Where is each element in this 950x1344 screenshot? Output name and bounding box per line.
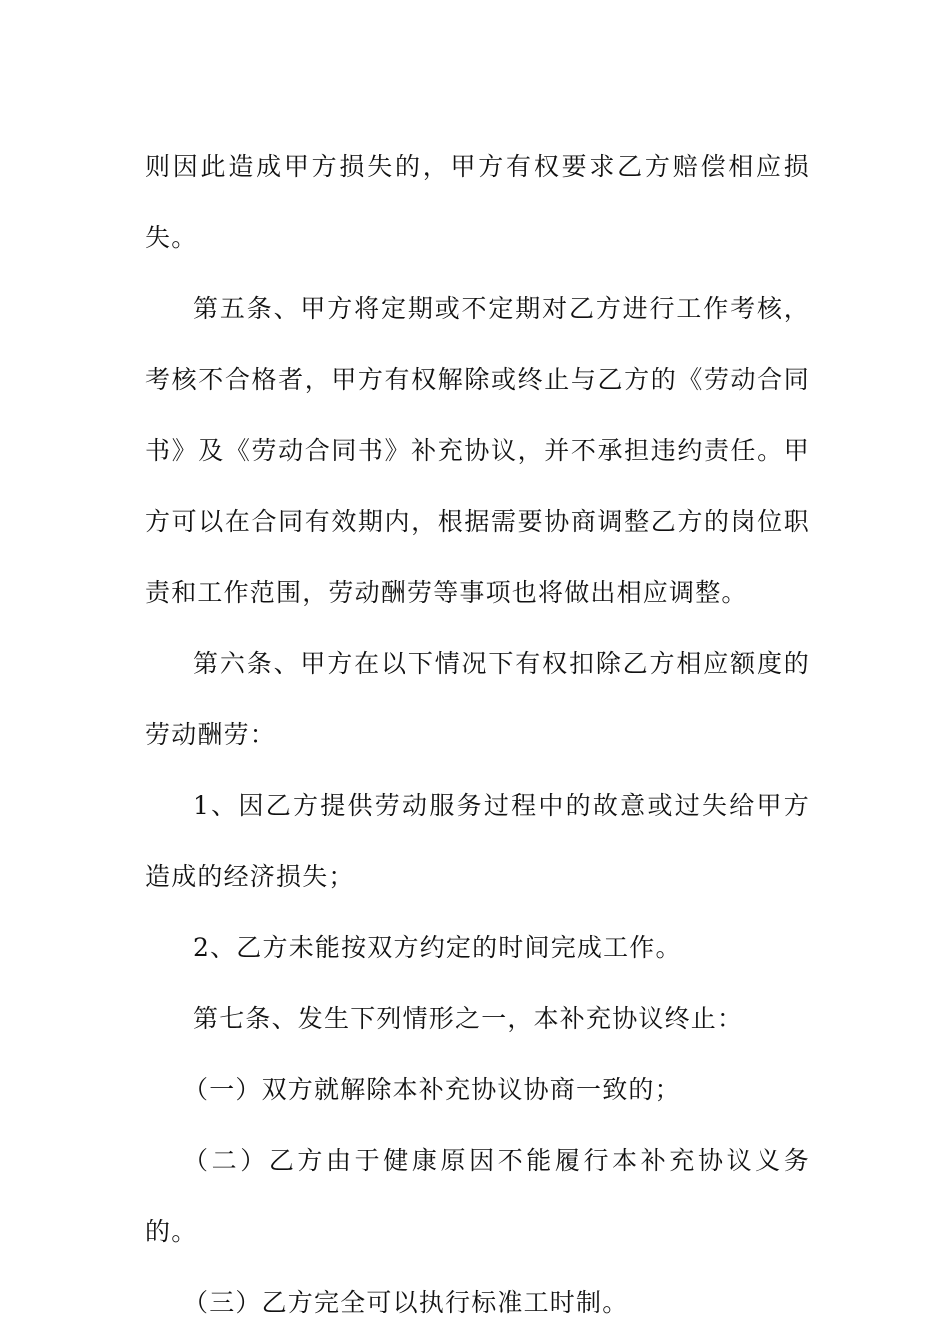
paragraph-article-7: 第七条、发生下列情形之一，本补充协议终止：	[193, 1004, 744, 1033]
paragraph-article-6-item-1: 1、因乙方提供劳动服务过程中的故意或过失给甲方造成的经济损失；	[145, 791, 810, 891]
paragraph-article-6-item-2: 2、乙方未能按双方约定的时间完成工作。	[193, 933, 682, 962]
paragraph-article-7-item-2: （二）乙方由于健康原因不能履行本补充协议义务的。	[145, 1146, 810, 1246]
paragraph-article-7-item-1: （一）双方就解除本补充协议协商一致的；	[183, 1075, 681, 1104]
paragraph-continuation: 则因此造成甲方损失的，甲方有权要求乙方赔偿相应损失。	[145, 152, 810, 252]
document-body	[145, 131, 810, 1338]
paragraph-article-7-item-3: （三）乙方完全可以执行标准工时制。	[183, 1288, 629, 1317]
paragraph-article-6: 第六条、甲方在以下情况下有权扣除乙方相应额度的劳动酬劳：	[145, 649, 810, 749]
paragraph-article-5: 第五条、甲方将定期或不定期对乙方进行工作考核，考核不合格者，甲方有权解除或终止与乙方的《劳动合同书》及《劳动合同书》补充协议，并不承担违约责任。甲方可以在合同有效期内，根据需要协商调整乙方的岗位职责和工作范围，劳动酬劳等事项也将做出相应调整。	[145, 294, 810, 607]
